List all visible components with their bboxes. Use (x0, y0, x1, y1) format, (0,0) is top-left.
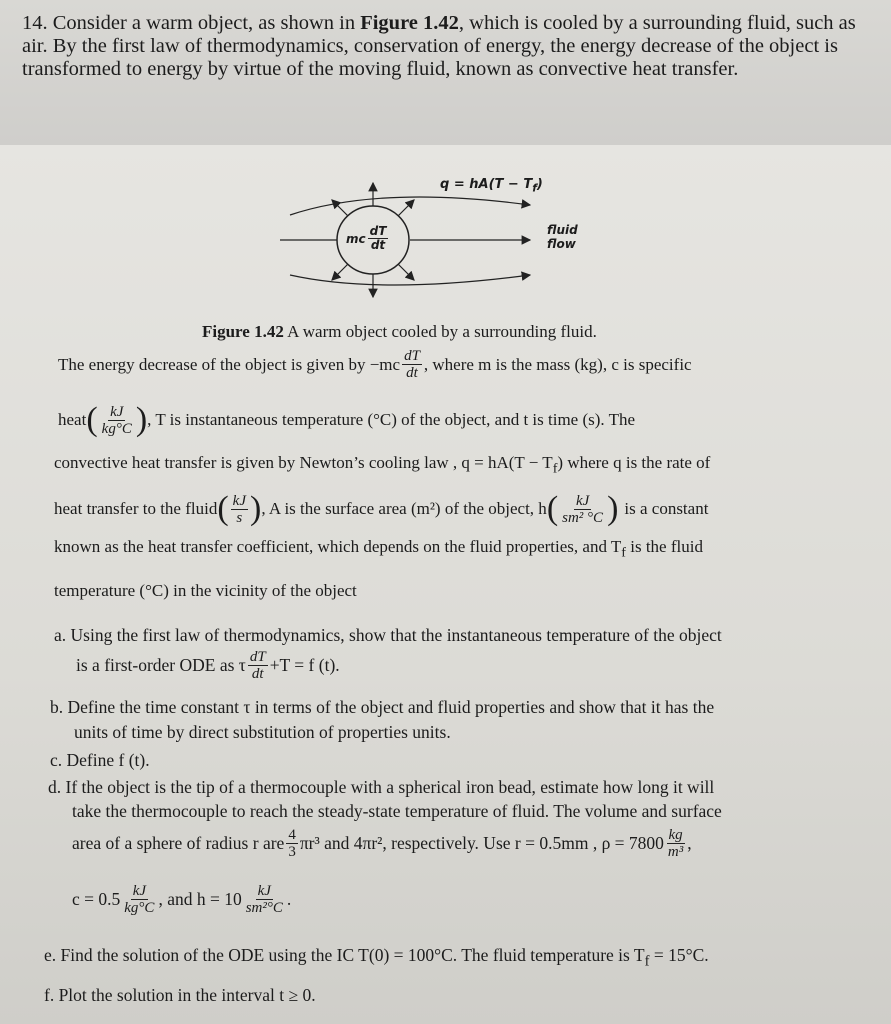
body-line-3: convective heat transfer is given by Newton’s cooling law , $q = hA(T - T_f)$ where q is the rate of (54, 453, 711, 477)
figure-fluid-flow-label: fluid flow (547, 223, 578, 251)
problem-header (0, 0, 891, 145)
item-d-line-4: c = 0.5 $\frac{kJ}{kg^\circ C}$ , and h = 10 $\frac{kJ}{\text{sm²°C}}$ . (72, 883, 292, 916)
body-line-5: known as the heat transfer coefficient, which depends on the fluid properties, and $T_f$ is the fluid (54, 537, 703, 561)
figure-caption: Figure 1.42 A warm object cooled by a surrounding fluid. (202, 322, 597, 341)
h-value-unit-fraction: $\frac{kJ}{\text{sm²°C}}$ (245, 883, 283, 916)
figure-reference: Figure 1.42 (360, 12, 459, 34)
heat-arrow-ll (332, 264, 348, 280)
c-unit-fraction: $\frac{kJ}{kg^\circ C}$ (124, 883, 155, 916)
sphere-volume-fraction: $\frac{4}{3}$ (288, 827, 296, 860)
dTdt-fraction: $\frac{dT}{dt}$ (404, 348, 420, 381)
heat-unit-fraction: $\frac{kJ}{kg^\circ C}$ (101, 403, 132, 437)
item-b-line-1: b. Define the time constant τ in terms of the object and fluid properties and show that it has the (50, 697, 715, 717)
item-f: f. Plot the solution in the interval t ≥ 0. (44, 985, 316, 1005)
ode-fraction: $\frac{dT}{dt}$ (249, 649, 266, 682)
item-c: c. Define f (t). (50, 750, 150, 770)
rate-unit-fraction: $\frac{kJ}{s}$ (232, 492, 246, 526)
body-line-4: heat transfer to the fluid ( $\frac{kJ}{s}$ ) , A is the surface area (m²) of the object, h ( $\frac{kJ}{\text{sm² °C}}$ ) is a constant (54, 490, 709, 527)
item-d-line-1: d. If the object is the tip of a thermocouple with a spherical iron bead, estimate how long it will (48, 777, 715, 797)
item-d-line-3: area of a sphere of radius r are $\frac{4}{3}$ πr³ and 4πr², respectively. Use r = 0.5mm , ρ = 7800 $\frac{kg}{\text{m³}}$ , (72, 827, 692, 860)
item-a-line-1: a. Using the first law of thermodynamics, show that the instantaneous temperature of the object (54, 625, 722, 645)
item-d-line-2: take the thermocouple to reach the steady-state temperature of fluid. The volume and surface (72, 801, 722, 821)
h-unit-fraction: $\frac{kJ}{\text{sm² °C}}$ (562, 492, 604, 526)
problem-sheet (0, 145, 891, 1024)
figure-dTdt: $\frac{dT}{dt}$ (369, 224, 387, 252)
item-b-line-2: units of time by direct substitution of properties units. (74, 722, 451, 742)
flow-arrow-top (290, 197, 530, 215)
body-line-6: temperature (°C) in the vicinity of the object (54, 581, 357, 600)
density-unit-fraction: $\frac{kg}{\text{m³}}$ (667, 827, 684, 860)
item-a-line-2: is a first-order ODE as τ $\frac{dT}{dt}$ +T = f (t). (76, 649, 340, 682)
body-line-2: heat ( $\frac{kJ}{kg^\circ C}$ ) , T is instantaneous temperature (°C) of the object, and t is time (s). The (58, 401, 636, 438)
item-e: e. Find the solution of the ODE using the IC T(0) = 100°C. The fluid temperature is $T_f = 15^\circ C$. (44, 945, 709, 970)
problem-intro (22, 12, 872, 81)
figure-mc-label: mc $\frac{dT}{dt}$ (346, 224, 387, 252)
figure-equation: $q = hA(T - T_f)$ (440, 177, 543, 195)
intro-rest: , which is cooled by a surrounding fluid, such as air. By the first law of thermodynamics, conservation of energy, the energy decrease of the object is transformed to energy by virtue of the moving fluid, known as convective heat transfer. (22, 12, 856, 80)
intro-prefix: 14. Consider a warm object, as shown in (22, 12, 361, 34)
heat-arrow-ur (398, 200, 414, 216)
body-line-1: The energy decrease of the object is given by −mc $\frac{dT}{dt}$ , where m is the mass (kg), c is specific (58, 348, 692, 381)
heat-arrow-lr (398, 264, 414, 280)
